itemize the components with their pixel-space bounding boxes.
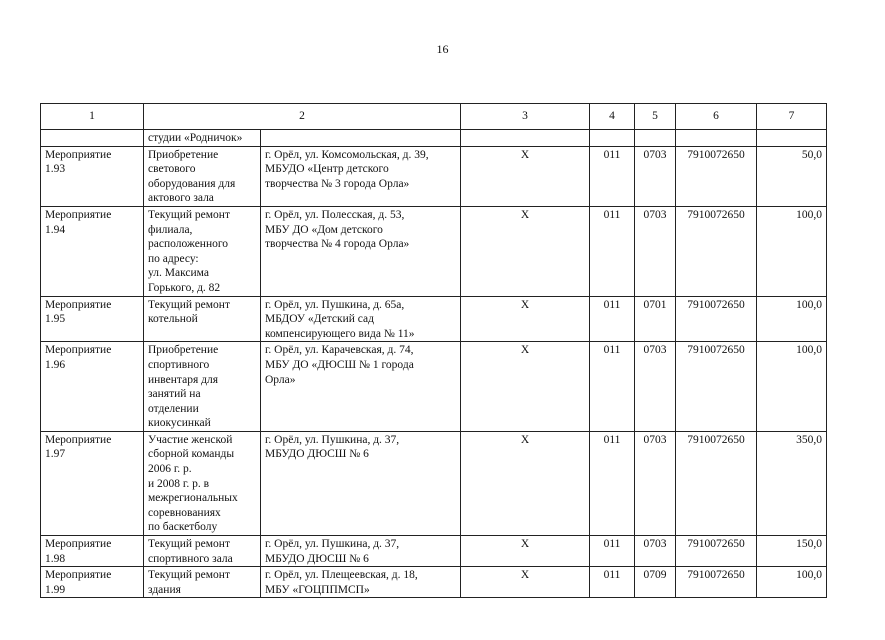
measure-name-cell-line: котельной: [148, 313, 198, 326]
col4-cell: 011: [590, 296, 635, 342]
measure-id-cell-line: 1.94: [45, 223, 66, 236]
address-cell-line: г. Орёл, ул. Пушкина, д. 37,: [265, 538, 400, 551]
header-col-1: 1: [41, 104, 144, 130]
address-cell-line: МБУ «ГОЦППМСП»: [265, 583, 370, 596]
measure-name-cell-line: расположенного: [148, 238, 229, 251]
measure-id-cell: [41, 206, 144, 296]
address-cell: [261, 536, 461, 567]
amount-cell: 350,0: [757, 431, 827, 535]
measure-id-cell: [41, 146, 144, 206]
table-row: [41, 146, 827, 206]
amount-cell: 150,0: [757, 536, 827, 567]
address-cell: [261, 431, 461, 535]
measure-name-cell-line: Приобретение: [148, 344, 219, 357]
col6-cell: 7910072650: [676, 342, 757, 432]
col5-cell: 0703: [635, 342, 676, 432]
col3-cell: X: [461, 206, 590, 296]
measure-name-cell: [144, 567, 261, 598]
table-row: [41, 431, 827, 535]
measure-id-cell: [41, 431, 144, 535]
measure-id-cell: [41, 342, 144, 432]
continuation-text: студии «Родничок»: [144, 130, 261, 147]
amount-cell: 100,0: [757, 342, 827, 432]
col3-cell: X: [461, 536, 590, 567]
measure-name-cell-line: сборной команды: [148, 448, 235, 461]
page-number: 16: [436, 42, 449, 56]
table-row: [41, 296, 827, 342]
col4-cell: 011: [590, 536, 635, 567]
address-cell-line: творчества № 3 города Орла»: [265, 177, 410, 190]
address-cell-line: компенсирующего вида № 11»: [265, 327, 415, 340]
measure-name-cell-line: Текущий ремонт: [148, 538, 230, 551]
measure-id-cell-line: 1.93: [45, 163, 66, 176]
address-cell-line: Орла»: [265, 373, 296, 386]
measure-id-cell: [41, 536, 144, 567]
address-cell-line: г. Орёл, ул. Плещеевская, д. 18,: [265, 569, 418, 582]
col5-cell: 0703: [635, 206, 676, 296]
address-cell-line: г. Орёл, ул. Полесская, д. 53,: [265, 208, 405, 221]
col5-cell: 0703: [635, 431, 676, 535]
header-col-2: 2: [144, 104, 461, 130]
measure-name-cell-line: ул. Максима: [148, 267, 209, 280]
address-cell: [261, 146, 461, 206]
address-cell: [261, 342, 461, 432]
header-col-6: 6: [676, 104, 757, 130]
measure-id-cell: [41, 567, 144, 598]
measure-name-cell: [144, 431, 261, 535]
col5-cell: 0701: [635, 296, 676, 342]
header-col-5: 5: [635, 104, 676, 130]
measure-name-cell-line: Текущий ремонт: [148, 298, 230, 311]
measure-id-cell-line: Мероприятие: [45, 298, 112, 311]
measure-name-cell-line: оборудования для: [148, 177, 236, 190]
address-cell-line: творчества № 4 города Орла»: [265, 238, 410, 251]
measure-id-cell-line: 1.97: [45, 448, 66, 461]
measure-id-cell-line: Мероприятие: [45, 148, 112, 161]
measure-name-cell: [144, 342, 261, 432]
address-cell-line: МБУДО ДЮСШ № 6: [265, 552, 369, 565]
address-cell-line: г. Орёл, ул. Пушкина, д. 65а,: [265, 298, 405, 311]
address-cell-line: МБУ ДО «Дом детского: [265, 223, 383, 236]
header-col-3: 3: [461, 104, 590, 130]
address-cell: [261, 206, 461, 296]
col3-cell: X: [461, 567, 590, 598]
measure-id-cell-line: 1.99: [45, 583, 66, 596]
measure-name-cell-line: отделении: [148, 402, 199, 415]
measure-id-cell-line: 1.98: [45, 552, 66, 565]
measure-name-cell: [144, 146, 261, 206]
measure-name-cell-line: Текущий ремонт: [148, 569, 230, 582]
measure-name-cell-line: по адресу:: [148, 252, 199, 265]
address-cell: [261, 567, 461, 598]
measure-name-cell-line: спортивного: [148, 358, 210, 371]
measure-name-cell-line: спортивного зала: [148, 552, 233, 565]
measure-name-cell-line: киокусинкай: [148, 417, 211, 430]
budget-measures-table: [40, 103, 827, 598]
measure-name-cell-line: 2006 г. р.: [148, 463, 192, 476]
measure-name-cell-line: и 2008 г. р. в: [148, 477, 210, 490]
amount-cell: 50,0: [757, 146, 827, 206]
measure-name-cell-line: актового зала: [148, 192, 214, 205]
table-row: [41, 536, 827, 567]
col3-cell: X: [461, 342, 590, 432]
col4-cell: 011: [590, 567, 635, 598]
measure-name-cell: [144, 536, 261, 567]
measure-name-cell-line: инвентаря для: [148, 373, 218, 386]
col4-cell: 011: [590, 146, 635, 206]
measure-name-cell-line: Текущий ремонт: [148, 208, 230, 221]
measure-name-cell-line: занятий на: [148, 388, 201, 401]
header-col-7: 7: [757, 104, 827, 130]
address-cell-line: МБДОУ «Детский сад: [265, 313, 374, 326]
address-cell-line: МБУ ДО «ДЮСШ № 1 города: [265, 358, 414, 371]
col5-cell: 0703: [635, 536, 676, 567]
measure-id-cell-line: 1.96: [45, 358, 66, 371]
col6-cell: 7910072650: [676, 146, 757, 206]
measure-name-cell-line: Участие женской: [148, 433, 233, 446]
col6-cell: 7910072650: [676, 206, 757, 296]
measure-name-cell-line: филиала,: [148, 223, 193, 236]
table-header-row: [41, 104, 827, 130]
col4-cell: 011: [590, 206, 635, 296]
address-cell-line: г. Орёл, ул. Пушкина, д. 37,: [265, 433, 400, 446]
measure-id-cell-line: Мероприятие: [45, 208, 112, 221]
measure-name-cell-line: соревнованиях: [148, 506, 221, 519]
address-cell-line: г. Орёл, ул. Карачевская, д. 74,: [265, 344, 414, 357]
col6-cell: 7910072650: [676, 296, 757, 342]
measure-name-cell-line: Приобретение: [148, 148, 219, 161]
table-row: [41, 206, 827, 296]
col3-cell: X: [461, 431, 590, 535]
col3-cell: X: [461, 146, 590, 206]
table-row: [41, 342, 827, 432]
measure-name-cell: [144, 206, 261, 296]
col6-cell: 7910072650: [676, 536, 757, 567]
amount-cell: 100,0: [757, 567, 827, 598]
table-row: [41, 567, 827, 598]
measure-id-cell-line: Мероприятие: [45, 344, 112, 357]
col6-cell: 7910072650: [676, 431, 757, 535]
amount-cell: 100,0: [757, 296, 827, 342]
measure-name-cell-line: межрегиональных: [148, 492, 238, 505]
measure-id-cell-line: Мероприятие: [45, 433, 112, 446]
measure-name-cell-line: по баскетболу: [148, 521, 218, 534]
col6-cell: 7910072650: [676, 567, 757, 598]
amount-cell: 100,0: [757, 206, 827, 296]
col5-cell: 0709: [635, 567, 676, 598]
address-cell: [261, 296, 461, 342]
measure-name-cell: [144, 296, 261, 342]
address-cell-line: МБУДО ДЮСШ № 6: [265, 448, 369, 461]
measure-id-cell: [41, 296, 144, 342]
measure-name-cell-line: Горького, д. 82: [148, 281, 221, 294]
col4-cell: 011: [590, 342, 635, 432]
col3-cell: X: [461, 296, 590, 342]
col4-cell: 011: [590, 431, 635, 535]
header-col-4: 4: [590, 104, 635, 130]
continuation-row: [41, 130, 827, 147]
measure-id-cell-line: 1.95: [45, 313, 66, 326]
measure-id-cell-line: Мероприятие: [45, 538, 112, 551]
measure-id-cell-line: Мероприятие: [45, 569, 112, 582]
col5-cell: 0703: [635, 146, 676, 206]
address-cell-line: МБУДО «Центр детского: [265, 163, 389, 176]
measure-name-cell-line: светового: [148, 163, 196, 176]
address-cell-line: г. Орёл, ул. Комсомольская, д. 39,: [265, 148, 429, 161]
measure-name-cell-line: здания: [148, 583, 181, 596]
